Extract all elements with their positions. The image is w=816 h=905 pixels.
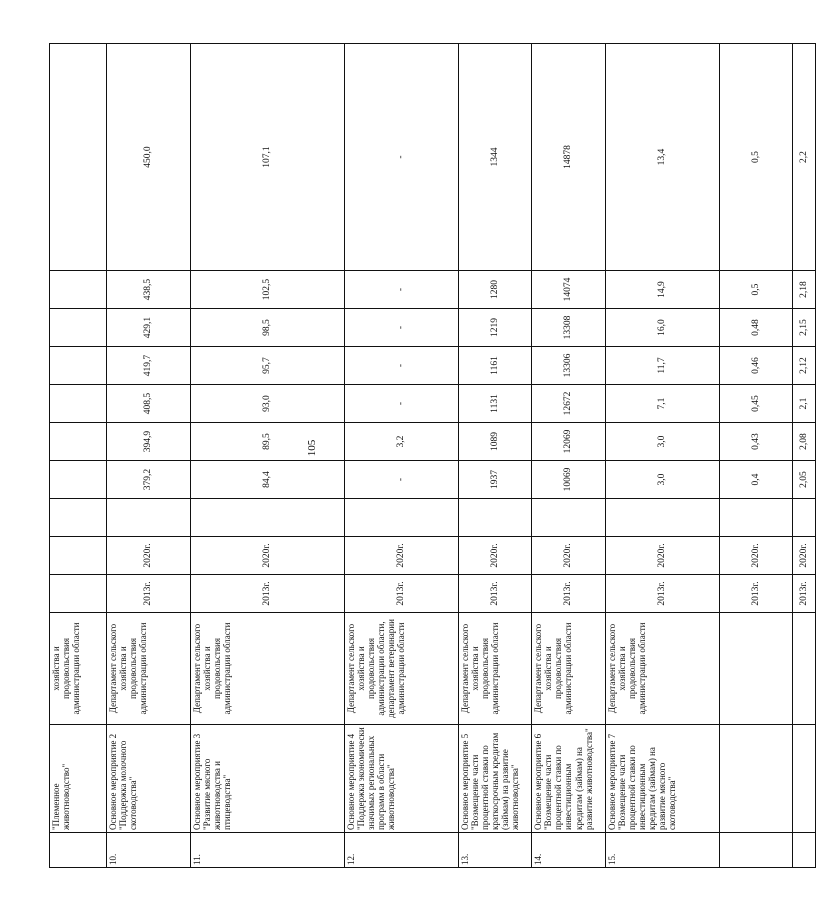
- measure-cell: Основное мероприятие 2 "Поддержка молочного скотоводства": [107, 725, 191, 833]
- table-row: [344, 44, 458, 868]
- end-year-cell: 2020г.: [344, 537, 458, 575]
- start-year-cell: 2013г.: [532, 575, 606, 613]
- value-cell: 14074: [532, 271, 606, 309]
- start-year-cell: 2013г.: [190, 575, 344, 613]
- value-cell: 1089: [458, 423, 532, 461]
- value-cell: 14,9: [605, 271, 719, 309]
- end-year-cell: 2020г.: [793, 537, 816, 575]
- rotated-document: [49, 50, 809, 868]
- value-cell: 2,12: [793, 347, 816, 385]
- table-row: [605, 44, 719, 868]
- measure-cell: "Племенное животноводство": [50, 725, 107, 833]
- start-year-cell: 2013г.: [344, 575, 458, 613]
- value-cell: 1161: [458, 347, 532, 385]
- start-year-cell: 2013г.: [719, 575, 793, 613]
- page-number: 105: [306, 439, 318, 457]
- executor-cell: [793, 613, 816, 725]
- start-year-cell: 2013г.: [458, 575, 532, 613]
- empty-value-cell: [190, 499, 344, 537]
- row-number-cell: 12.: [344, 833, 458, 868]
- value-cell: 12069: [532, 423, 606, 461]
- executor-cell: Департамент сельского хозяйства и продовольствия администрации области: [107, 613, 191, 725]
- value-cell: 95,7: [190, 347, 344, 385]
- table-row: [458, 44, 532, 868]
- end-year-cell: 2020г.: [605, 537, 719, 575]
- value-cell: [50, 271, 107, 309]
- row-number-cell: [719, 833, 793, 868]
- value-cell: [50, 309, 107, 347]
- table-row: [107, 44, 191, 868]
- value-cell: 450,0: [107, 44, 191, 271]
- value-cell: [50, 423, 107, 461]
- executor-cell: [719, 613, 793, 725]
- value-cell: 16,0: [605, 309, 719, 347]
- end-year-cell: 2020г.: [107, 537, 191, 575]
- value-cell: [50, 44, 107, 271]
- executor-cell: Департамент сельского хозяйства и продовольствия администрации области: [458, 613, 532, 725]
- value-cell: 1937: [458, 461, 532, 499]
- table-row: [719, 44, 793, 868]
- value-cell: -: [344, 347, 458, 385]
- value-cell: 102,5: [190, 271, 344, 309]
- empty-value-cell: [50, 499, 107, 537]
- executor-cell: Департамент сельского хозяйства и продовольствия администрации области: [190, 613, 344, 725]
- value-cell: 419,7: [107, 347, 191, 385]
- empty-value-cell: [344, 499, 458, 537]
- table-row: [190, 44, 344, 868]
- value-cell: [50, 461, 107, 499]
- empty-value-cell: [458, 499, 532, 537]
- value-cell: 13,4: [605, 44, 719, 271]
- executor-cell: Департамент сельского хозяйства и продовольствия администрации области: [605, 613, 719, 725]
- value-cell: 14878: [532, 44, 606, 271]
- table-row: [793, 44, 816, 868]
- row-number-cell: 14.: [532, 833, 606, 868]
- measure-cell: [793, 725, 816, 833]
- value-cell: 379,2: [107, 461, 191, 499]
- value-cell: 2,05: [793, 461, 816, 499]
- executor-cell: Департамент сельского хозяйства и продовольствия администрации области, департамент ветеринарии администрации области: [344, 613, 458, 725]
- value-cell: -: [344, 271, 458, 309]
- value-cell: 84,4: [190, 461, 344, 499]
- row-number-cell: [50, 833, 107, 868]
- empty-value-cell: [719, 499, 793, 537]
- table-row: [532, 44, 606, 868]
- end-year-cell: 2020г.: [458, 537, 532, 575]
- value-cell: 12672: [532, 385, 606, 423]
- measure-cell: Основное мероприятие 5 "Возмещение части процентной ставки по краткосрочным кредитам (займам) на развитие животноводства": [458, 725, 532, 833]
- value-cell: 0,4: [719, 461, 793, 499]
- value-cell: 2,18: [793, 271, 816, 309]
- value-cell: 107,1: [190, 44, 344, 271]
- value-cell: 0,43: [719, 423, 793, 461]
- value-cell: 10069: [532, 461, 606, 499]
- executor-cell: хозяйства и продовольствия администрации области: [50, 613, 107, 725]
- value-cell: 0,5: [719, 44, 793, 271]
- empty-value-cell: [532, 499, 606, 537]
- row-number-cell: 10.: [107, 833, 191, 868]
- value-cell: 0,48: [719, 309, 793, 347]
- value-cell: 394,9: [107, 423, 191, 461]
- end-year-cell: 2020г.: [719, 537, 793, 575]
- value-cell: 1131: [458, 385, 532, 423]
- value-cell: 429,1: [107, 309, 191, 347]
- row-number-cell: 15.: [605, 833, 719, 868]
- value-cell: -: [344, 461, 458, 499]
- value-cell: 7,1: [605, 385, 719, 423]
- value-cell: 0,5: [719, 271, 793, 309]
- row-number-cell: [793, 833, 816, 868]
- value-cell: 2,1: [793, 385, 816, 423]
- value-cell: 2,15: [793, 309, 816, 347]
- value-cell: 3,0: [605, 423, 719, 461]
- table-row: [50, 44, 107, 868]
- value-cell: 438,5: [107, 271, 191, 309]
- value-cell: [50, 385, 107, 423]
- value-cell: 11,7: [605, 347, 719, 385]
- value-cell: 1280: [458, 271, 532, 309]
- row-number-cell: 13.: [458, 833, 532, 868]
- row-number-cell: 11.: [190, 833, 344, 868]
- measure-cell: Основное мероприятие 4 "Поддержка экономически значимых региональных программ в области животноводства": [344, 725, 458, 833]
- value-cell: 2,08: [793, 423, 816, 461]
- value-cell: 3,2: [344, 423, 458, 461]
- value-cell: [50, 347, 107, 385]
- end-year-cell: 2020г.: [532, 537, 606, 575]
- value-cell: 13306: [532, 347, 606, 385]
- value-cell: 0,45: [719, 385, 793, 423]
- value-cell: 408,5: [107, 385, 191, 423]
- start-year-cell: 2013г.: [107, 575, 191, 613]
- value-cell: 0,46: [719, 347, 793, 385]
- value-cell: 13308: [532, 309, 606, 347]
- start-year-cell: 2013г.: [793, 575, 816, 613]
- start-year-cell: 2013г.: [605, 575, 719, 613]
- indicators-table: [49, 43, 816, 868]
- value-cell: 3,0: [605, 461, 719, 499]
- value-cell: -: [344, 44, 458, 271]
- value-cell: -: [344, 385, 458, 423]
- measure-cell: Основное мероприятие 7 "Возмещение части процентной ставки по инвестиционным кредитам (займам) на развитие мясного скотоводства": [605, 725, 719, 833]
- empty-value-cell: [793, 499, 816, 537]
- start-year-cell: [50, 575, 107, 613]
- value-cell: 1219: [458, 309, 532, 347]
- value-cell: 93,0: [190, 385, 344, 423]
- end-year-cell: [50, 537, 107, 575]
- measure-cell: [719, 725, 793, 833]
- end-year-cell: 2020г.: [190, 537, 344, 575]
- value-cell: -: [344, 309, 458, 347]
- empty-value-cell: [107, 499, 191, 537]
- value-cell: 2,2: [793, 44, 816, 271]
- value-cell: 89,5: [190, 423, 344, 461]
- measure-cell: Основное мероприятие 6 "Возмещение части процентной ставки по инвестиционным кредитам (займам) на развитие животноводства": [532, 725, 606, 833]
- executor-cell: Департамент сельского хозяйства и продовольствия администрации области: [532, 613, 606, 725]
- measure-cell: Основное мероприятие 3 "Развитие мясного животноводства и птицеводства": [190, 725, 344, 833]
- empty-value-cell: [605, 499, 719, 537]
- value-cell: 98,5: [190, 309, 344, 347]
- value-cell: 1344: [458, 44, 532, 271]
